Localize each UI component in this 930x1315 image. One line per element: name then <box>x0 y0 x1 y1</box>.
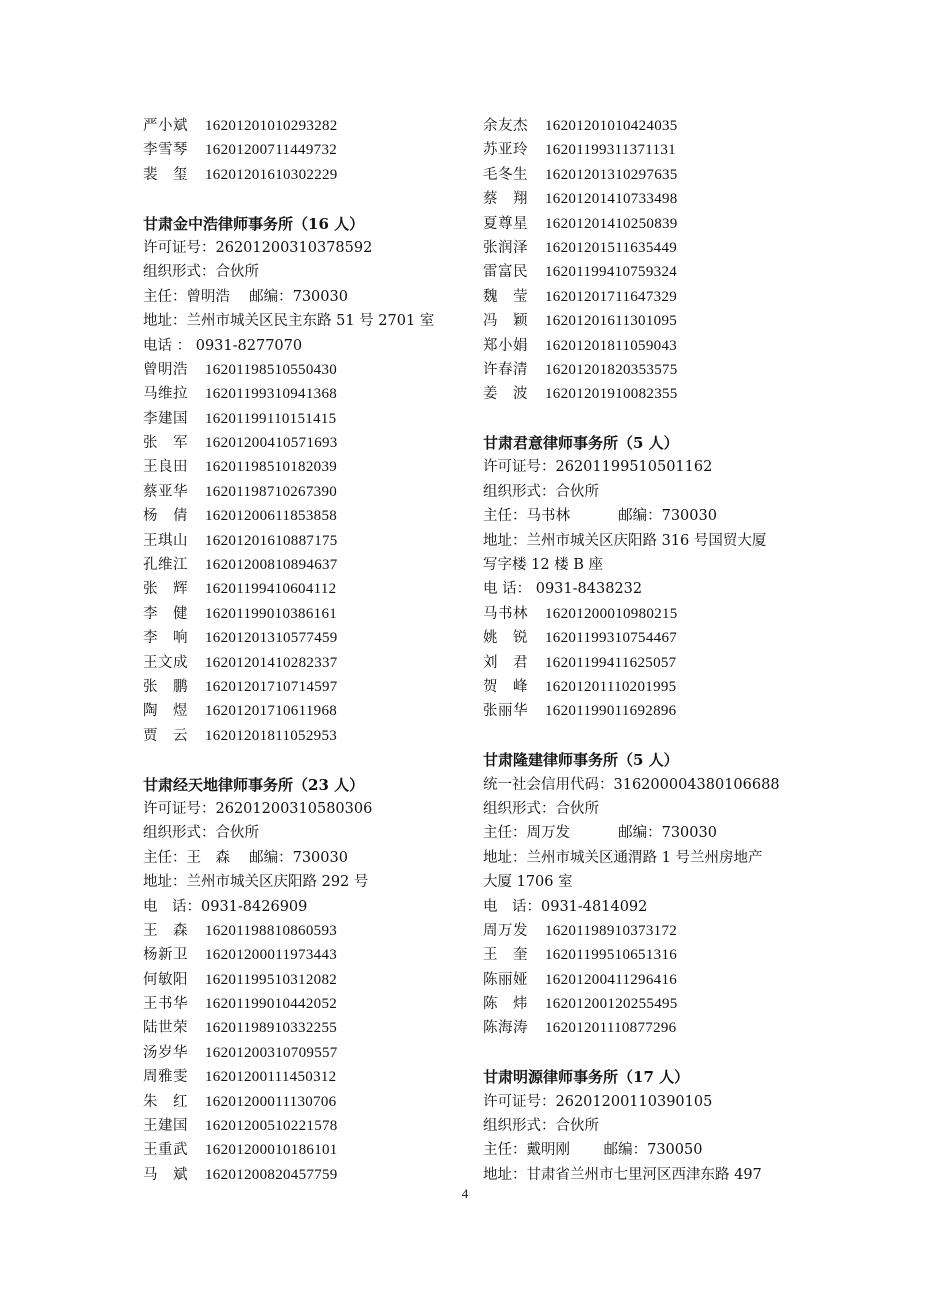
lawyer-name: 王重武 <box>143 1142 188 1159</box>
lawyer-row <box>483 699 813 723</box>
lawyer-row <box>143 138 473 162</box>
lawyer-row <box>483 114 813 138</box>
lawyer-row <box>483 285 813 309</box>
license-number: 16201201511635449 <box>545 239 678 256</box>
license-number: 16201199410759324 <box>545 264 678 281</box>
license-number: 16201199510651316 <box>545 947 678 964</box>
firm-info-line: 许可证号：26201200310378592 <box>143 239 373 256</box>
license-number: 16201201710611968 <box>205 703 338 720</box>
license-number: 16201201610302229 <box>205 166 338 183</box>
license-number: 16201198510182039 <box>205 459 338 476</box>
lawyer-name: 马书林 <box>483 605 528 622</box>
lawyer-name: 严小斌 <box>143 118 188 134</box>
page-number: 4 <box>461 1186 469 1201</box>
license-number: 16201198810860593 <box>205 922 338 939</box>
firm-info-line: 地址：兰州市城关区庆阳路 316 号国贸大厦 <box>483 532 767 549</box>
license-number: 16201200010980215 <box>545 605 678 622</box>
lawyer-name: 汤岁华 <box>143 1044 188 1061</box>
lawyer-row <box>483 138 813 162</box>
license-number: 16201201711647329 <box>545 288 678 305</box>
lawyer-row <box>143 626 473 650</box>
license-number: 16201201820353575 <box>545 361 678 378</box>
firm-title: 甘肃金中浩律师事务所（16 人） <box>143 214 365 233</box>
lawyer-row <box>143 431 473 455</box>
lawyer-name: 马维拉 <box>143 386 188 403</box>
lawyer-row <box>483 626 813 650</box>
license-number: 16201201611301095 <box>545 313 678 330</box>
firm-info-line: 许可证号：26201200310580306 <box>143 800 373 817</box>
lawyer-row <box>483 651 813 675</box>
firm-info-line: 许可证号：26201199510501162 <box>483 459 713 476</box>
lawyer-name: 蔡 翔 <box>483 191 528 208</box>
lawyer-row <box>483 382 813 406</box>
lawyer-row <box>483 163 813 187</box>
license-number: 16201200611853858 <box>205 508 338 525</box>
lawyer-row <box>143 675 473 699</box>
lawyer-name: 姚 锐 <box>483 630 528 647</box>
lawyer-name: 李 响 <box>143 630 188 647</box>
license-number: 16201199310754467 <box>545 630 678 647</box>
lawyer-row <box>143 968 473 992</box>
lawyer-row <box>483 358 813 382</box>
lawyer-row <box>483 675 813 699</box>
license-number: 16201199110151415 <box>205 410 337 427</box>
license-number: 16201201110877296 <box>545 1020 677 1037</box>
lawyer-row <box>143 358 473 382</box>
license-number: 16201198710267390 <box>205 483 338 500</box>
lawyer-row <box>143 1163 473 1187</box>
section-gap <box>483 1041 813 1065</box>
lawyer-row <box>143 1016 473 1040</box>
license-number: 16201199311371131 <box>545 142 676 159</box>
lawyer-row <box>143 455 473 479</box>
lawyer-name: 张润泽 <box>483 239 528 256</box>
lawyer-name: 雷富民 <box>483 264 528 281</box>
firm-info-line: 大厦 1706 室 <box>483 874 573 891</box>
firm-info-line: 组织形式：合伙所 <box>143 825 259 842</box>
lawyer-row <box>143 919 473 943</box>
license-number: 16201199411625057 <box>545 654 677 671</box>
lawyer-name: 王书华 <box>143 996 188 1013</box>
lawyer-row <box>143 1041 473 1065</box>
lawyer-row <box>143 407 473 431</box>
lawyer-name: 冯 颖 <box>483 313 528 330</box>
lawyer-name: 朱 红 <box>143 1093 188 1110</box>
lawyer-name: 陈 炜 <box>483 996 528 1013</box>
firm-info-line: 许可证号：26201200110390105 <box>483 1093 713 1110</box>
lawyer-name: 王良田 <box>143 459 188 476</box>
lawyer-name: 杨新卫 <box>143 947 188 964</box>
lawyer-name: 陈丽娅 <box>483 971 528 988</box>
license-number: 16201201710714597 <box>205 678 338 695</box>
license-number: 16201198510550430 <box>205 361 338 378</box>
firm-info-line: 主任：周万发 邮编：730030 <box>483 825 717 842</box>
license-number: 16201200011130706 <box>205 1093 337 1110</box>
license-number: 16201199410604112 <box>205 581 337 598</box>
license-number: 16201201410733498 <box>545 191 678 208</box>
lawyer-row <box>483 1016 813 1040</box>
license-number: 16201201410282337 <box>205 654 338 671</box>
lawyer-row <box>483 992 813 1016</box>
firm-info-line: 地址：兰州市城关区通渭路 1 号兰州房地产 <box>483 849 763 866</box>
lawyer-name: 李 健 <box>143 605 188 622</box>
lawyer-row <box>143 1114 473 1138</box>
lawyer-name: 毛冬生 <box>483 166 528 183</box>
lawyer-name: 许春清 <box>483 361 528 378</box>
firm-info-line: 统一社会信用代码：316200004380106688 <box>483 776 780 793</box>
section-gap <box>483 724 813 748</box>
firm-info-line: 主任：马书林 邮编：730030 <box>483 508 717 525</box>
lawyer-name: 王建国 <box>143 1118 188 1135</box>
license-number: 16201201310577459 <box>205 630 338 647</box>
lawyer-row <box>483 236 813 260</box>
license-number: 16201201410250839 <box>545 215 678 232</box>
license-number: 16201201811052953 <box>205 727 338 744</box>
lawyer-row <box>143 163 473 187</box>
firm-info-line: 地址：兰州市城关区庆阳路 292 号 <box>143 874 369 891</box>
lawyer-name: 陈海涛 <box>483 1020 528 1037</box>
lawyer-row <box>483 187 813 211</box>
firm-info-line: 组织形式：合伙所 <box>143 264 259 281</box>
lawyer-name: 张丽华 <box>483 703 528 720</box>
license-number: 16201200310709557 <box>205 1044 338 1061</box>
license-number: 16201200411296416 <box>545 971 678 988</box>
lawyer-row <box>143 651 473 675</box>
lawyer-name: 孔维江 <box>143 557 188 574</box>
firm-info-line: 电 话： 0931-8438232 <box>483 581 643 598</box>
license-number: 16201200820457759 <box>205 1166 338 1183</box>
lawyer-name: 何敏阳 <box>143 971 188 988</box>
firm-info-line: 电 话：0931-4814092 <box>483 898 648 915</box>
lawyer-name: 姜 波 <box>483 386 528 403</box>
lawyer-row <box>483 943 813 967</box>
firm-info-line: 组织形式：合伙所 <box>483 483 599 500</box>
license-number: 16201201310297635 <box>545 166 678 183</box>
license-number: 16201200011973443 <box>205 947 338 964</box>
lawyer-name: 周雅雯 <box>143 1069 188 1086</box>
lawyer-row <box>483 260 813 284</box>
lawyer-row <box>143 382 473 406</box>
firm-info-line: 主任：戴明刚 邮编：730050 <box>483 1142 703 1159</box>
lawyer-name: 李建国 <box>143 410 188 427</box>
section-gap <box>143 187 473 211</box>
firm-info-line: 地址：兰州市城关区民主东路 51 号 2701 室 <box>143 313 435 330</box>
firm-info-line: 写字楼 12 楼 B 座 <box>483 557 604 574</box>
lawyer-name: 杨 倩 <box>143 508 188 525</box>
lawyer-name: 裴 玺 <box>143 166 188 183</box>
license-number: 16201201010424035 <box>545 118 678 134</box>
firm-info-line: 地址：甘肃省兰州市七里河区西津东路 497 <box>483 1166 762 1183</box>
firm-title: 甘肃隆建律师事务所（5 人） <box>483 751 679 770</box>
lawyer-name: 王琪山 <box>143 532 188 549</box>
license-number: 16201200410571693 <box>205 435 338 452</box>
lawyer-name: 马 斌 <box>143 1166 188 1183</box>
license-number: 16201200510221578 <box>205 1118 338 1135</box>
firm-title: 甘肃君意律师事务所（5 人） <box>483 434 679 453</box>
license-number: 16201200810894637 <box>205 557 338 574</box>
lawyer-name: 贾 云 <box>143 727 188 744</box>
license-number: 16201201910082355 <box>545 386 678 403</box>
license-number: 16201201110201995 <box>545 678 677 695</box>
lawyer-name: 蔡亚华 <box>143 483 188 500</box>
lawyer-row <box>143 699 473 723</box>
lawyer-row <box>483 212 813 236</box>
license-number: 16201201811059043 <box>545 337 678 354</box>
lawyer-name: 陆世荣 <box>143 1020 188 1037</box>
lawyer-row <box>143 114 473 138</box>
lawyer-row <box>143 992 473 1016</box>
left-column <box>143 114 473 1187</box>
license-number: 16201200711449732 <box>205 142 338 159</box>
right-column <box>483 114 813 1187</box>
license-number: 16201200111450312 <box>205 1069 337 1086</box>
firm-title: 甘肃明源律师事务所（17 人） <box>483 1068 690 1087</box>
lawyer-name: 周万发 <box>483 922 528 939</box>
lawyer-name: 陶 煜 <box>143 703 188 720</box>
lawyer-name: 魏 莹 <box>483 288 528 305</box>
firm-info-line: 主任：曾明浩 邮编：730030 <box>143 288 348 305</box>
license-number: 16201199010386161 <box>205 605 338 622</box>
lawyer-row <box>483 602 813 626</box>
section-gap <box>483 407 813 431</box>
lawyer-row <box>143 1090 473 1114</box>
lawyer-row <box>143 1138 473 1162</box>
license-number: 16201199011692896 <box>545 703 677 720</box>
license-number: 16201200010186101 <box>205 1142 338 1159</box>
lawyer-name: 曾明浩 <box>143 361 188 378</box>
license-number: 16201198910373172 <box>545 922 678 939</box>
firm-info-line: 组织形式：合伙所 <box>483 1118 599 1135</box>
lawyer-row <box>483 968 813 992</box>
lawyer-name: 张 辉 <box>143 581 188 598</box>
lawyer-name: 王文成 <box>143 654 188 671</box>
license-number: 16201199510312082 <box>205 971 338 988</box>
lawyer-row <box>143 602 473 626</box>
lawyer-name: 苏亚玲 <box>483 142 528 159</box>
lawyer-name: 夏尊星 <box>483 215 528 232</box>
license-number: 16201198910332255 <box>205 1020 338 1037</box>
lawyer-row <box>143 480 473 504</box>
firm-info-line: 电话 ： 0931-8277070 <box>143 337 303 354</box>
lawyer-name: 王 森 <box>143 922 188 939</box>
license-number: 16201201010293282 <box>205 118 338 134</box>
lawyer-name: 王 奎 <box>483 947 528 964</box>
lawyer-row <box>143 1065 473 1089</box>
lawyer-row <box>143 553 473 577</box>
license-number: 16201200120255495 <box>545 996 678 1013</box>
lawyer-name: 郑小娟 <box>483 337 528 354</box>
lawyer-name: 余友杰 <box>483 118 528 134</box>
lawyer-name: 李雪琴 <box>143 142 188 159</box>
lawyer-name: 张 鹏 <box>143 678 188 695</box>
license-number: 16201201610887175 <box>205 532 338 549</box>
section-gap <box>143 748 473 772</box>
lawyer-row <box>143 529 473 553</box>
firm-info-line: 组织形式：合伙所 <box>483 800 599 817</box>
lawyer-row <box>143 504 473 528</box>
lawyer-name: 张 军 <box>143 435 188 452</box>
firm-info-line: 主任：王 森 邮编：730030 <box>143 849 348 866</box>
lawyer-row <box>143 943 473 967</box>
firm-info-line: 电 话：0931-8426909 <box>143 898 308 915</box>
lawyer-row <box>143 724 473 748</box>
lawyer-row <box>483 309 813 333</box>
lawyer-row <box>483 334 813 358</box>
lawyer-row <box>483 919 813 943</box>
lawyer-row <box>143 577 473 601</box>
lawyer-name: 刘 君 <box>483 654 528 671</box>
license-number: 16201199010442052 <box>205 996 338 1013</box>
lawyer-name: 贺 峰 <box>483 678 528 695</box>
firm-title: 甘肃经天地律师事务所（23 人） <box>143 775 365 794</box>
license-number: 16201199310941368 <box>205 386 338 403</box>
